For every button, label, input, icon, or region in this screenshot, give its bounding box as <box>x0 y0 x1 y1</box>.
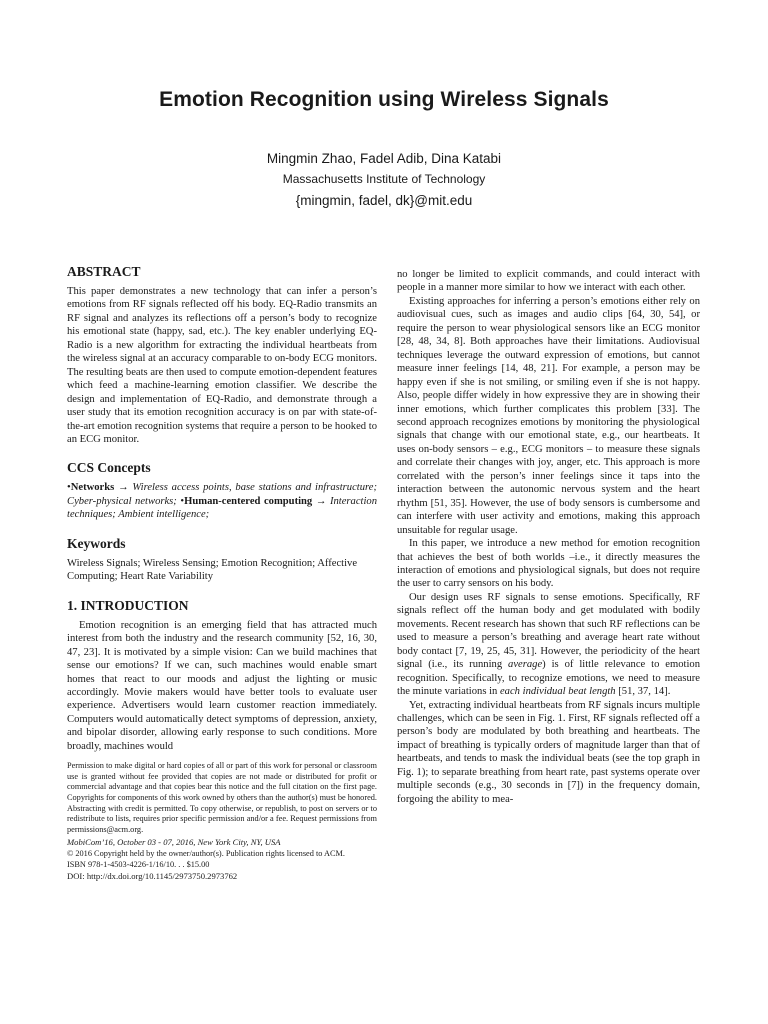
permission-block <box>67 761 377 882</box>
arrow-icon: → <box>312 495 330 507</box>
affiliation: Massachusetts Institute of Technology <box>282 172 486 186</box>
text-span: Our design uses RF signals to sense emotions. Specifically, RF signals reflect off the human body and get modulated with bodily movements. Recent research has shown that such RF reflections can be used to measure a person’s breathing and average heart rate without body contact [7, 19, 25, 45, 31]. However, the periodicity of the heart signal (i.e., its running <box>397 591 700 671</box>
abstract-text: This paper demonstrates a new technology that can infer a person’s emotions from RF signals reflected off his body. EQ-Radio transmits an RF signal and analyzes its reflections off a person’s body to recognize his emotional state (happy, sad, etc.). The key enabler underlying EQ-Radio is a new algorithm for extracting the individual heartbeats from the wireless signal at an accuracy comparable to on-body ECG monitors. The resulting beats are then used to compute emotion-dependent features which feed a machine-learning emotion classifier. We describe the design and implementation of EQ-Radio, and demonstrate through a user study that its emotion recognition accuracy is on par with state-of-the-art emotion recognition systems that require a person to be hooked to an ECG monitor. <box>67 286 377 445</box>
ccs-concepts <box>67 481 377 521</box>
copyright-line: © 2016 Copyright held by the owner/author(s). Publication rights licensed to ACM. <box>67 848 345 858</box>
intro-paragraph: In this paper, we introduce a new method for emotion recognition that achieves the best of both worlds –i.e., it directly measures the interaction of emotions and physiological signals, but does not require the user to carry sensors on his body. <box>397 538 700 590</box>
doi-link[interactable]: http://dx.doi.org/10.1145/2973750.2973762 <box>86 871 238 882</box>
intro-paragraph: Emotion recognition is an emerging field that has attracted much interest from both the industry and the research community [52, 16, 30, 47, 23]. It is motivated by a simple vision: Can we build machines that sense our emotions? If we can, such machines would enable smart homes that react to our moods and adjust the lighting or music accordingly. Movie makers would have better tools to evaluate user experience. Advertisers would learn customer reaction immediately. Computers would automatically detect symptoms of depression, anxiety, and bipolar disorder, allowing early response to such conditions. More broadly, machines would <box>67 619 377 752</box>
ccs-bullet: • <box>176 495 185 507</box>
right-column <box>397 268 700 806</box>
abstract-heading: ABSTRACT <box>67 264 141 279</box>
ccs-desc-hcc: Interaction techniques; Ambient intelligence; <box>67 495 378 521</box>
doi-label: DOI: <box>67 871 85 882</box>
emphasis-average: average <box>508 659 543 671</box>
doi-line <box>67 871 377 882</box>
ccs-bullet: • <box>67 482 71 494</box>
keywords-text: Wireless Signals; Wireless Sensing; Emotion Recognition; Affective Computing; Heart Rate Variability <box>67 557 358 583</box>
permission-notice: Permission to make digital or hard copies of all or part of this work for personal or classroom use is granted without fee provided that copies are not made or distributed for profit or commercial advantage and that copies bear this notice and the full citation on the first page. Copyrights for components of this work owned by others than the author(s) must be honored. Abstracting with credit is permitted. To copy otherwise, or republish, to post on servers or to redistribute to lists, requires prior specific permission and/or a fee. Request permissions from permissions@acm.org. <box>67 761 377 834</box>
left-column <box>67 264 377 882</box>
text-span: ) is of little relevance to emotion recognition. Specifically, to recognize emotions, we need to measure the minute variations in <box>397 659 701 698</box>
text-span: [51, 37, 14]. <box>615 686 671 698</box>
isbn-line: ISBN 978-1-4503-4226-1/16/10. . . $15.00 <box>67 859 210 869</box>
ccs-term-networks: Networks <box>70 482 115 494</box>
intro-paragraph <box>397 591 700 699</box>
intro-paragraph-continued: no longer be limited to explicit commands, and could interact with people in a manner more similar to how we interact with each other. <box>397 269 700 294</box>
keywords-heading: Keywords <box>67 535 126 551</box>
arrow-icon: → <box>114 482 133 494</box>
emphasis-beat-length: each individual beat length <box>499 686 616 698</box>
ccs-term-hcc: Human-centered computing <box>184 495 313 507</box>
intro-heading: 1. INTRODUCTION <box>67 597 189 613</box>
ccs-desc-networks: Wireless access points, base stations and infrastructure; Cyber-physical networks; <box>67 482 378 507</box>
author-list: Mingmin Zhao, Fadel Adib, Dina Katabi <box>266 151 502 166</box>
intro-paragraph: Yet, extracting individual heartbeats from RF signals incurs multiple challenges, which can be seen in Fig. 1. First, RF signals reflected off a person’s body are modulated by both breathing and heartbeats. The impact of breathing is typically orders of magnitude larger than that of heartbeats, and tends to mask the individual beats (see the top graph in Fig. 1); to separate breathing from heart rate, past systems operate over multiple seconds (e.g., 30 seconds in [7]) in the frequency domain, forgoing the ability to mea- <box>397 699 700 805</box>
ccs-heading: CCS Concepts <box>67 460 151 476</box>
venue-line: MobiCom’16, October 03 - 07, 2016, New York City, NY, USA <box>67 837 281 848</box>
intro-paragraph: Existing approaches for inferring a person’s emotions either rely on audiovisual cues, such as images and audio clips [64, 30, 54], or require the person to wear physiological sensors like an ECG monitor [28, 48, 34, 8]. Both approaches have their limitations. Audiovisual techniques leverage the outward expression of emotions, but cannot measure inner feelings [14, 48, 21]. For example, a person may be happy even if she is not smiling, or smiling even if she is not happy. Also, people differ widely in how expressive they are in showing their inner emotions, which further complicates this problem [33]. The second approach recognizes emotions by monitoring the physiological signals that change with our emotional state, e.g., our heartbeats. It uses on-body sensors – e.g., ECG monitors – to measure these signals and correlate their changes with joy, anger, etc. This approach is more correlated with the person’s inner feelings since it taps into the interaction between the autonomic nervous system and the heart rhythm [51, 35]. However, the use of body sensors is cumbersome and can interfere with user activity and emotions, making this approach unsuitable for regular usage. <box>397 295 700 536</box>
paper-title: Emotion Recognition using Wireless Signals <box>159 88 609 111</box>
author-emails: {mingmin, fadel, dk}@mit.edu <box>295 193 473 208</box>
